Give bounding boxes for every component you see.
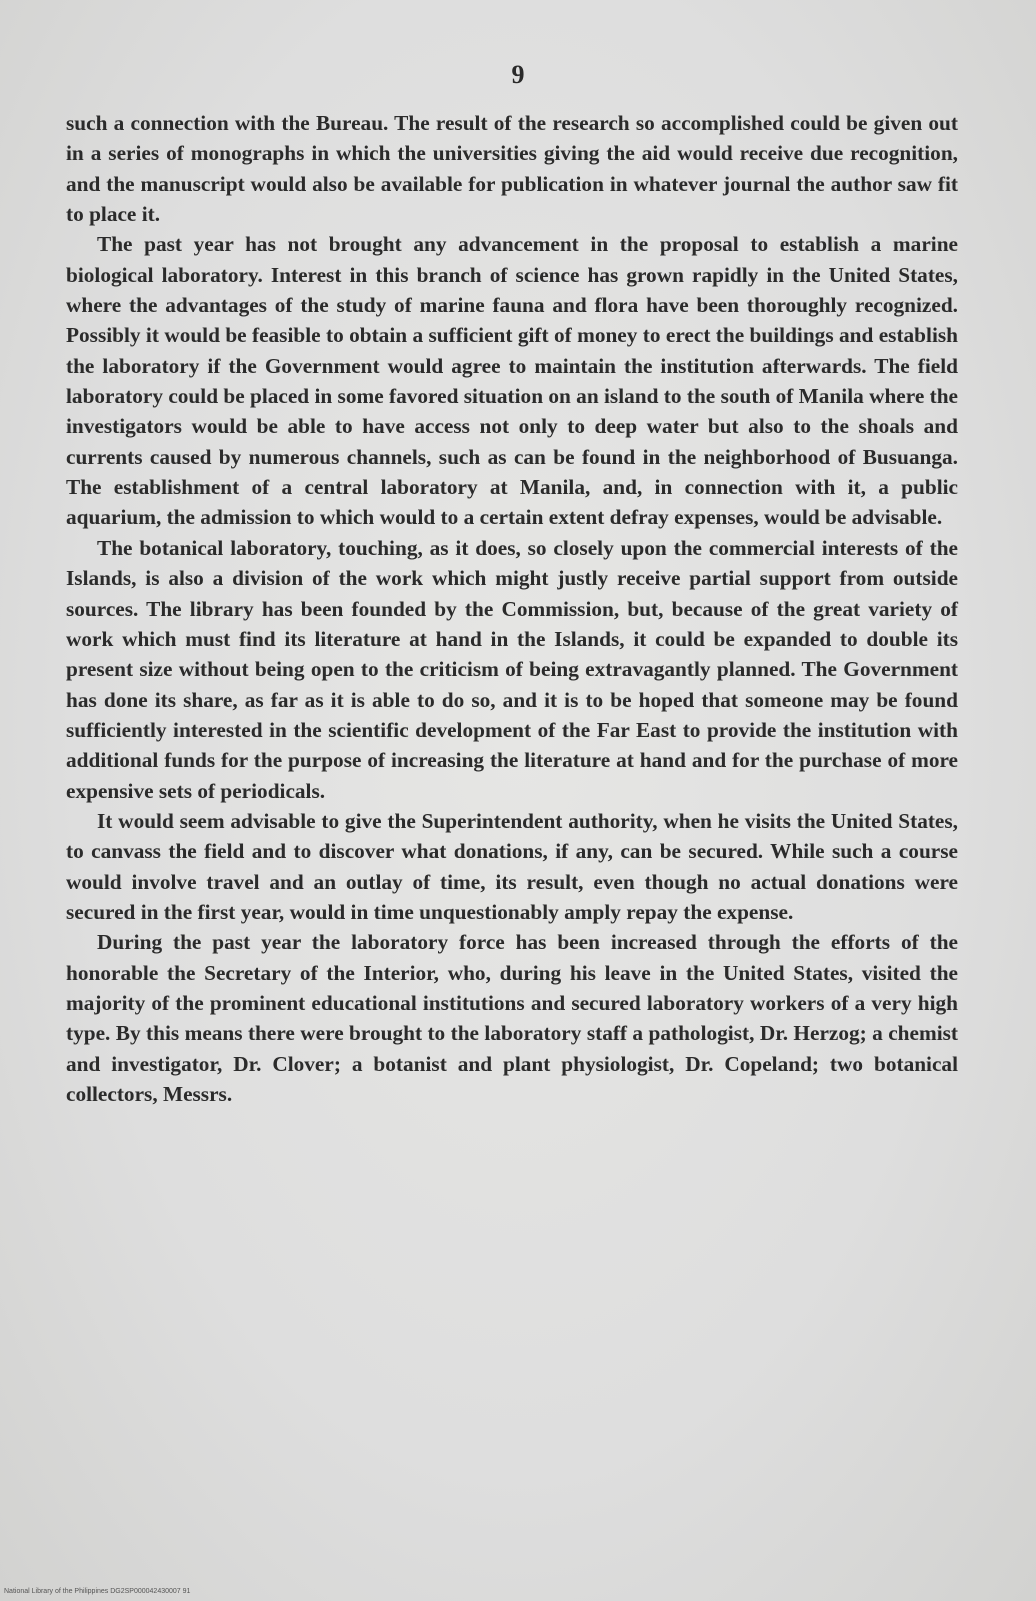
paragraph-5: During the past year the laboratory force has been increased through the efforts of the honorable the Secretary of the Interior, who, during his leave in the United States, visited the majority of the prominent educational institutions and secured laboratory workers of a very high type. By this means there were brought to the laboratory staff a pathologist, Dr. Herzog; a chemist and investigator, Dr. Clover; a botanist and plant physiologist, Dr. Copeland; two botanical collectors, Messrs. [66, 930, 958, 1106]
paragraph-4: It would seem advisable to give the Superintendent authority, when he visits the United States, to canvass the field and to discover what donations, if any, can be secured. While such a course would involve travel and an outlay of time, its result, even though no actual donations were secured in the first year, would in time unquestionably amply repay the expense. [66, 808, 958, 924]
paragraph-3: The botanical laboratory, touching, as it does, so closely upon the commercial interests of the Islands, is also a division of the work which might justly receive partial support from outside sources. The library has been founded by the Commission, but, because of the great variety of work which must find its literature at hand in the Islands, it could be expanded to double its present size without being open to the criticism of being extravagantly planned. The Government has done its share, as far as it is able to do so, and it is to be hoped that someone may be found sufficiently interested in the scientific development of the Far East to provide the institution with additional funds for the purpose of increasing the literature at hand and for the purchase of more expensive sets of periodicals. [66, 535, 958, 803]
page-number: 9 [511, 60, 525, 89]
paragraph-1: such a connection with the Bureau. The result of the research so accomplished could be given out in a series of monographs in which the universities giving the aid would receive due recognition, and the manuscript would also be available for publication in whatever journal the author saw fit to place it. [66, 111, 958, 227]
paragraph-2: The past year has not brought any advancement in the proposal to establish a marine biological laboratory. Interest in this branch of science has grown rapidly in the United States, where the advantages of the study of marine fauna and flora have been thoroughly recognized. Possibly it would be feasible to obtain a sufficient gift of money to erect the buildings and establish the laboratory if the Government would agree to maintain the institution afterwards. The field laboratory could be placed in some favored situation on an island to the south of Manila where the investigators would be able to have access not only to deep water but also to the shoals and currents caused by numerous channels, such as can be found in the neighborhood of Busuanga. The establishment of a central laboratory at Manila, and, in connection with it, a public aquarium, the admission to which would to a certain extent defray expenses, would be advisable. [66, 232, 958, 530]
scan-source-footer: National Library of the Philippines DG2SP000042430007 91 [4, 1588, 191, 1595]
body-text [66, 108, 958, 1109]
